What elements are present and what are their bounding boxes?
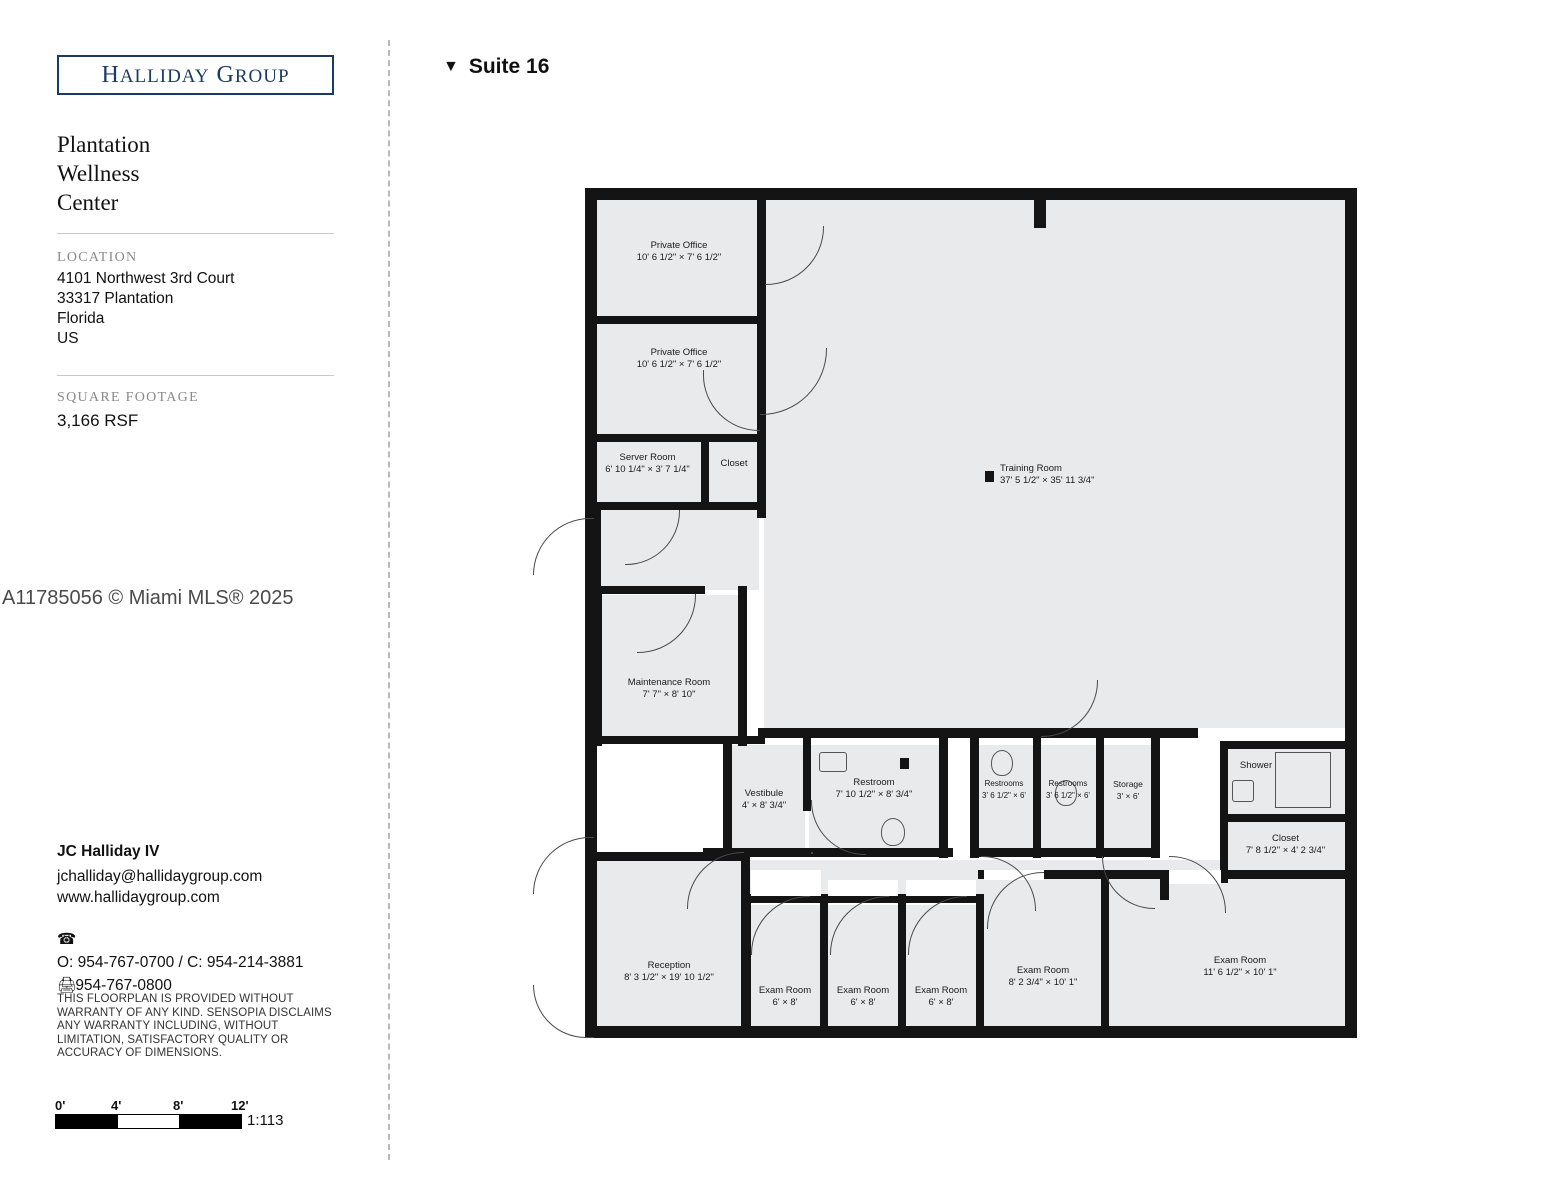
label-maintenance-room: Maintenance Room 7' 7" × 8' 10": [627, 677, 711, 700]
agent-name: JC Halliday IV: [57, 843, 160, 860]
wall-h-office2-server: [585, 434, 765, 442]
phone-icon: ☎: [57, 931, 77, 948]
label-closet-1: Closet: [720, 458, 748, 469]
agent-email[interactable]: jchalliday@hallidaygroup.com: [57, 868, 263, 885]
agent-phone: O: 954-767-0700 / C: 954-214-3881: [57, 954, 304, 971]
divider-line-2: [57, 375, 334, 376]
mls-credit: A11785056 © Miami MLS® 2025: [2, 587, 294, 609]
label-exam-room-5: Exam Room 11' 6 1/2" × 10' 1": [1203, 955, 1277, 978]
wall-h-shower-top: [1220, 741, 1350, 749]
label-storage: Storage 3' × 6': [1113, 779, 1143, 801]
label-exam-room-4: Exam Room 8' 2 3/4" × 10' 1": [1008, 965, 1078, 988]
column-marker-restroom: [900, 758, 909, 769]
triangle-down-icon[interactable]: ▼: [443, 58, 459, 75]
wall-exterior-top: [585, 188, 1357, 200]
wall-h-server-bottom: [585, 502, 765, 510]
door-gap-storage: [1160, 741, 1220, 753]
agent-website[interactable]: www.hallidaygroup.com: [57, 889, 220, 906]
floorplan-drawing: [575, 180, 1385, 1055]
label-exam-room-2: Exam Room 6' × 8': [836, 985, 890, 1008]
sink-fixture-shower: [1232, 780, 1254, 802]
wall-v-exam2-right: [898, 894, 906, 1038]
room-fill-closet-1: [708, 441, 759, 506]
label-vestibule: Vestibule 4' × 8' 3/4": [741, 788, 787, 811]
square-footage-label: SQUARE FOOTAGE: [57, 390, 199, 405]
scale-bar: [55, 1098, 295, 1129]
location-address: [57, 269, 234, 349]
wall-v-exam4-right: [1101, 870, 1109, 1038]
wall-exterior-bottom: [585, 1026, 1357, 1038]
label-reception: Reception 8' 3 1/2" × 19' 10 1/2": [624, 960, 714, 983]
toilet-fixture-restroom: [881, 818, 905, 846]
agent-fax: 954-767-0800: [75, 977, 172, 994]
wall-v-left-corridor: [593, 510, 601, 590]
label-private-office-1: Private Office 10' 6 1/2" × 7' 6 1/2": [636, 240, 722, 263]
address-line-2: 33317 Plantation: [57, 290, 174, 307]
wall-exterior-right: [1345, 188, 1357, 1038]
wall-v-maintenance-left: [593, 586, 602, 746]
scale-tick-1: 4': [111, 1098, 122, 1113]
label-shower: Shower: [1239, 760, 1273, 771]
label-closet-2: Closet 7' 8 1/2" × 4' 2 3/4": [1245, 833, 1326, 856]
fax-icon: 🖨: [57, 977, 77, 994]
door-left-entry-3: [533, 985, 594, 1038]
square-footage-value: 3,166 RSF: [57, 411, 139, 430]
wall-v-exam1-right: [820, 894, 828, 1038]
wall-h-office1-office2: [585, 316, 765, 324]
door-left-entry-2: [533, 837, 594, 894]
address-line-4: US: [57, 330, 79, 347]
vertical-dashed-divider: [388, 40, 390, 1160]
label-exam-room-3: Exam Room 6' × 8': [914, 985, 968, 1008]
address-line-3: Florida: [57, 310, 105, 327]
door-left-entry-1: [533, 518, 594, 575]
halliday-group-logo: [57, 55, 334, 95]
agent-contact: [57, 866, 262, 908]
scale-tick-2: 8': [173, 1098, 184, 1113]
label-training-room: Training Room 37' 5 1/2" × 35' 11 3/4": [1000, 463, 1095, 486]
scale-bar-graphic: [55, 1114, 242, 1129]
address-line-1: 4101 Northwest 3rd Court: [57, 270, 235, 287]
door-gap-corridor-1: [751, 870, 821, 896]
wall-v-corridor-right-stub: [1160, 870, 1169, 900]
label-restrooms-1: Restrooms 3' 6 1/2" × 6': [982, 779, 1026, 800]
toilet-fixture-restrooms-1: [991, 750, 1013, 776]
wall-top-notch: [1034, 200, 1046, 228]
scale-tick-3: 12': [231, 1098, 249, 1113]
wall-v-restroom-right: [939, 736, 948, 858]
label-restroom: Restroom 7' 10 1/2" × 8' 3/4": [835, 777, 913, 800]
divider-line-1: [57, 233, 334, 234]
wall-h-shower-closet: [1220, 814, 1350, 822]
wall-h-corridor-left: [585, 586, 705, 594]
label-exam-room-1: Exam Room 6' × 8': [758, 985, 812, 1008]
scale-ratio: 1:113: [247, 1112, 284, 1129]
info-sidebar: [0, 0, 388, 1200]
suite-header[interactable]: [443, 55, 549, 79]
label-server-room: Server Room 6' 10 1/4" × 3' 7 1/4": [605, 452, 690, 475]
door-gap-corridor-2: [828, 880, 898, 896]
project-title: Plantation Wellness Center: [57, 132, 151, 215]
scale-tick-0: 0': [55, 1098, 66, 1113]
label-restrooms-2: Restrooms 3' 6 1/2" × 6': [1046, 779, 1090, 800]
agent-phone-block: [57, 928, 303, 997]
page-title: Suite 16: [468, 55, 550, 78]
door-restroom-large: [811, 852, 813, 854]
wall-v-maintenance-right: [738, 586, 747, 746]
location-label: LOCATION: [57, 250, 138, 265]
logo-text: HALLIDAY GROUP: [101, 61, 290, 88]
label-private-office-2: Private Office 10' 6 1/2" × 7' 6 1/2": [636, 347, 722, 370]
door-gap-corridor-3: [906, 880, 976, 896]
disclaimer-text: THIS FLOORPLAN IS PROVIDED WITHOUT WARRANTY OF ANY KIND. SENSOPIA DISCLAIMS ANY WARRANTY INCLUDING, WITHOUT LIMITATION, SATISFACTORY QUALITY OR ACCURACY OF DIMENSIONS.: [57, 993, 332, 1059]
sink-fixture-restroom: [819, 752, 847, 772]
